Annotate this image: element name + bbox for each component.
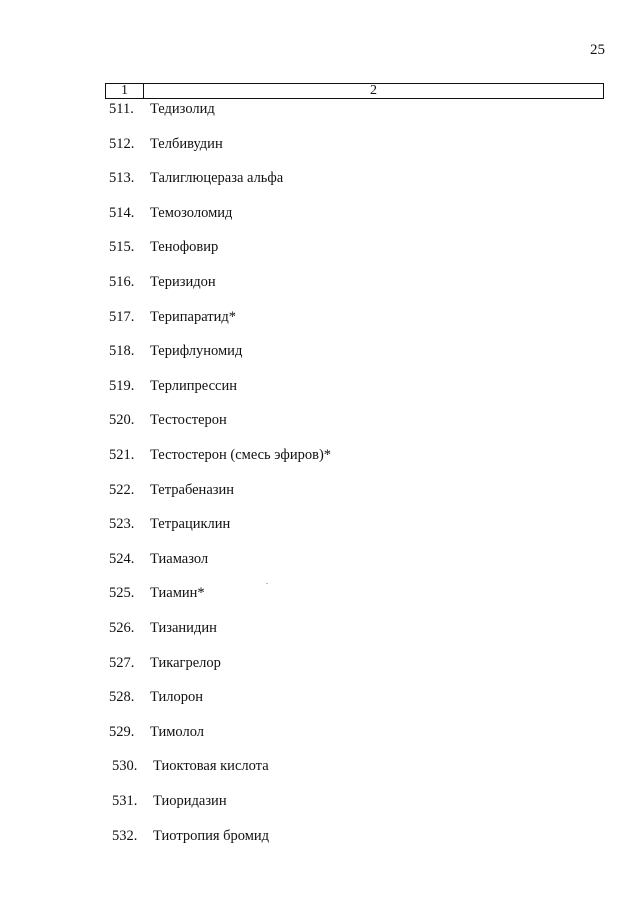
list-item xyxy=(109,239,218,256)
entry-number: 515. xyxy=(109,239,135,256)
list-item xyxy=(109,620,217,637)
entry-name: Тестостерон (смесь эфиров)* xyxy=(150,447,332,463)
list-item xyxy=(109,170,283,187)
list-item xyxy=(109,655,221,672)
entry-number: 512. xyxy=(109,135,135,152)
entry-name: Терипаратид* xyxy=(150,308,236,325)
entry-number: 530. xyxy=(112,758,138,775)
entry-number: 525. xyxy=(109,585,135,602)
entry-name: Терлипрессин xyxy=(150,377,237,394)
entry-number: 521. xyxy=(109,447,135,463)
entry-name: Тедизолид xyxy=(150,101,215,117)
list-item xyxy=(109,309,236,326)
list-item xyxy=(109,516,230,533)
header-column-1: 1 xyxy=(106,84,144,98)
list-item xyxy=(109,136,223,153)
list-item xyxy=(109,482,234,499)
entry-name: Тенофовир xyxy=(150,239,219,256)
entry-name: Талиглюцераза альфа xyxy=(150,170,284,187)
entry-name: Терифлуномид xyxy=(150,343,243,360)
entry-number: 529. xyxy=(109,723,135,740)
entry-name: Теризидон xyxy=(150,274,216,290)
entry-number: 516. xyxy=(109,274,135,290)
list-item xyxy=(109,343,242,360)
entry-number: 514. xyxy=(109,204,135,221)
entry-number: 522. xyxy=(109,481,135,498)
entry-number: 524. xyxy=(109,550,135,567)
entry-name: Тилорон xyxy=(150,689,204,706)
entry-name: Тиоктовая кислота xyxy=(153,758,269,775)
entry-number: 532. xyxy=(112,827,138,844)
entry-name: Темозоломид xyxy=(150,204,233,221)
entry-number: 511. xyxy=(109,101,134,117)
entry-number: 531. xyxy=(112,793,138,809)
list-item xyxy=(109,101,215,118)
list-item xyxy=(109,551,208,568)
entry-number: 523. xyxy=(109,516,135,533)
entry-name: Телбивудин xyxy=(150,135,223,152)
entry-name: Тетрациклин xyxy=(150,516,231,533)
list-item xyxy=(109,412,227,429)
entry-name: Тизанидин xyxy=(150,620,217,636)
list-item xyxy=(109,378,237,395)
header-column-2: 2 xyxy=(370,83,377,98)
entry-name: Тимолол xyxy=(150,723,205,740)
list-item xyxy=(109,447,331,464)
entry-number: 527. xyxy=(109,654,135,671)
list-item xyxy=(109,205,232,222)
entry-number: 517. xyxy=(109,308,135,325)
entry-name: Тиотропия бромид xyxy=(153,827,270,844)
entry-name: Тиамин* xyxy=(150,585,205,602)
entry-number: 518. xyxy=(109,343,135,360)
entry-name: Тикагрелор xyxy=(150,654,221,671)
entry-number: 528. xyxy=(109,689,135,706)
entry-name: Тетрабеназин xyxy=(150,481,235,498)
list-item xyxy=(109,274,216,291)
entry-number: 513. xyxy=(109,170,135,187)
list-item xyxy=(112,828,269,845)
list-item xyxy=(109,724,204,741)
page-number: 25 xyxy=(590,42,605,58)
entry-name: Тиамазол xyxy=(150,550,209,567)
entry-number: 519. xyxy=(109,377,135,394)
entry-number: 520. xyxy=(109,412,135,429)
entry-name: Тестостерон xyxy=(150,412,227,429)
list-item xyxy=(112,758,269,775)
entry-number: 526. xyxy=(109,620,135,636)
list-item xyxy=(112,793,227,810)
scan-speck xyxy=(266,583,268,584)
list-item xyxy=(109,585,205,602)
list-item xyxy=(109,689,203,706)
entry-name: Тиоридазин xyxy=(153,793,227,809)
